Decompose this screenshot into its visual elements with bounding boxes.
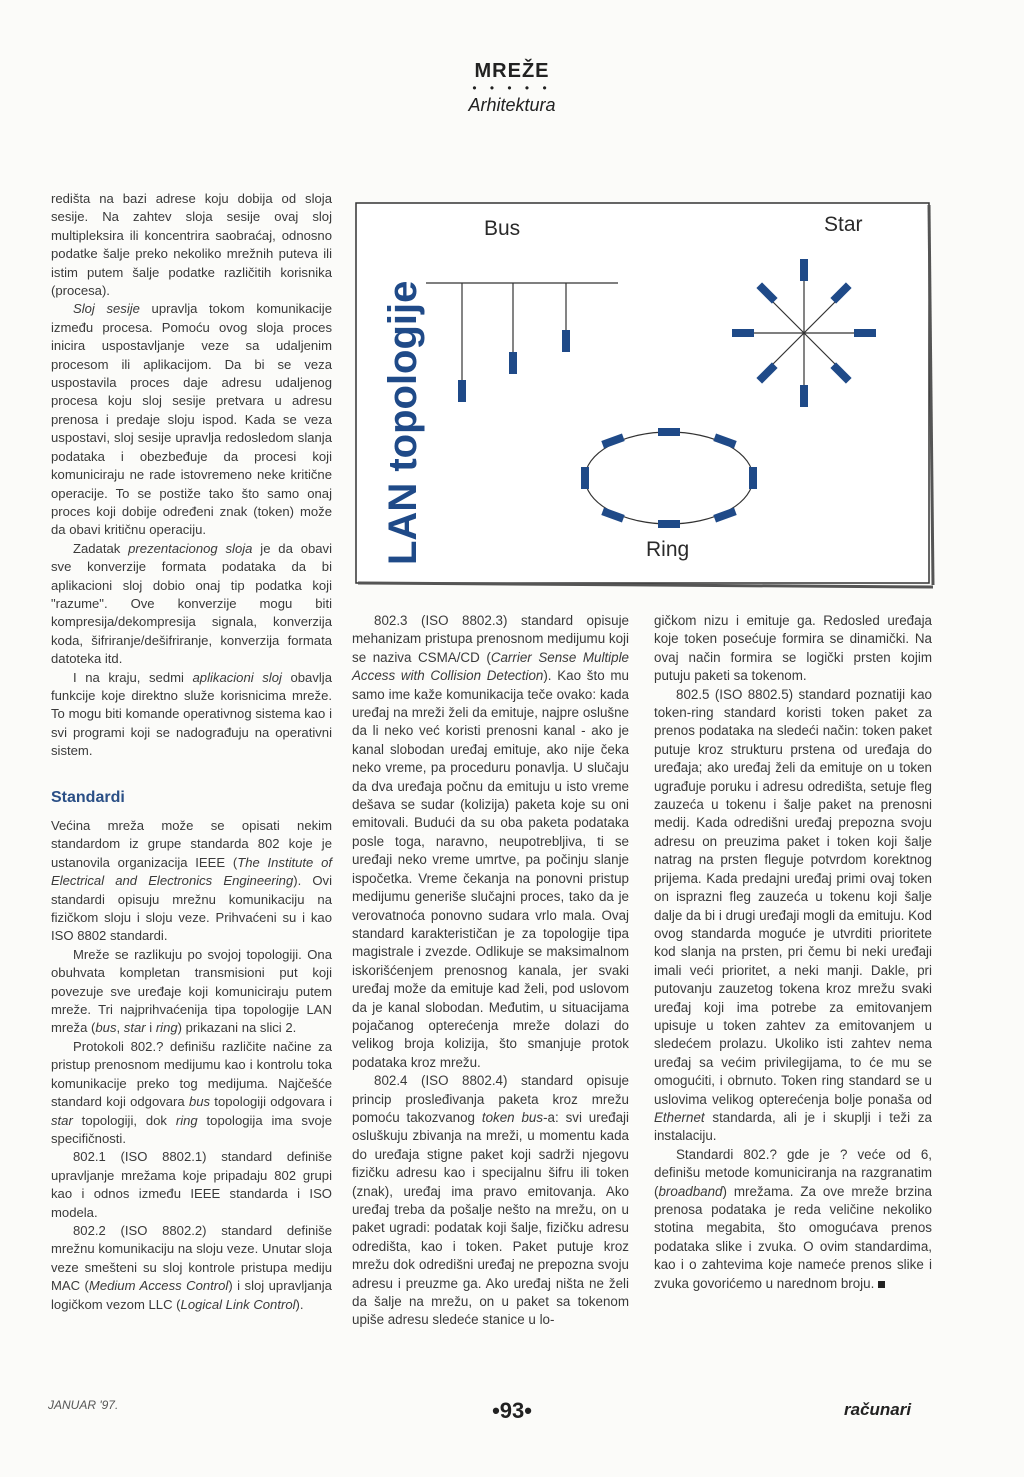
lan-topology-figure	[346, 193, 941, 594]
emphasis: star	[51, 1112, 73, 1128]
text: 802.2 (ISO 8802.2) standard definiše mrežnu komunikaciju na sloju veze. Unutar sloja veze smešteni su sloj kontrole pristupa mediju MAC (	[51, 1222, 332, 1294]
text-column-2	[352, 612, 629, 1330]
ring-label: Ring	[646, 538, 690, 561]
issue-date: JANUAR '97.	[48, 1398, 119, 1412]
text: ).	[295, 1296, 304, 1312]
star-node	[854, 329, 876, 337]
magazine-name: računari	[844, 1400, 912, 1419]
paragraph	[654, 686, 932, 1146]
emphasis: Ethernet	[654, 1109, 705, 1125]
text: Zadatak	[73, 540, 129, 556]
emphasis: Carrier Sense Multiple Access with Collision Detection	[352, 649, 630, 684]
emphasis: ring	[155, 1020, 178, 1036]
paragraph	[51, 1222, 332, 1314]
text: ) mrežama. Za ove mreže brzina prenosa podataka je reda veličine nekoliko stotina megabita, što omogućava prenos podataka slike i zvuka. O ovim standardima, kao i o zahtevima koje nameće prenos slike i zvuka govorićemo u narednom broju.	[654, 1183, 932, 1291]
vertical-title: LAN topologije	[381, 280, 425, 565]
paragraph	[654, 1146, 932, 1293]
star-label: Star	[824, 213, 863, 236]
text: ) i sloj upravljanja logičkom vezom LLC (	[51, 1278, 332, 1312]
section-title: MREŽE	[474, 60, 550, 82]
paragraph	[352, 1072, 629, 1330]
text: 802.3 (ISO 8802.3) standard opisuje mehanizam pristupa prenosnom medijumu koji se naziva CSMA/CD (	[352, 613, 629, 665]
ring-node	[658, 520, 680, 528]
text: Protokoli 802.? definišu različite načine za pristup prenosnom medijumu kao i kontrolu toka komunikacije preko tog medijuma. Najčešće standard koji odgovara	[51, 1038, 332, 1110]
text: -a: svi uređaji osluškuju zbivanja na mreži, u momentu kada do uređaja stigne paket koji sadrži njegovu fizičku adresu kao i specijalnu šifru ili token (znak), uređaj ima pravo emitovanja. Ako uređaj treba da pošalje nešto na mrežu, on u paket ugradi: podatak koji šalje, fizičku adresu odredišta, kao i token. Paket putuje kroz mrežu dok odredišni uređaj ne prepozna svoju adresu i preuzme ga. Ako uređaj ništa ne želi da šalje na mrežu, on u paket sa tokenom upiše adresu sledeće stanice u lo-	[352, 1109, 629, 1328]
text: I na kraju, sedmi	[73, 669, 193, 685]
emphasis: token bus	[481, 1109, 544, 1125]
paragraph	[51, 540, 332, 669]
text: 802.5 (ISO 8802.5) standard poznatiji kao token-ring standard koristi token paket za prenos podataka na sledeći način: token paket putuje kroz strukturu prstena od uređaja do uređaja; ako uređaj želi da emituje on u token ugrađuje poruku i adresu odredišta, setuje fleg zauzeća u tokenu i šalje paket na prenosni medij. Kada odredišni uređaj prepozna svoju adresu on preuzima paket i token koji šalje natrag na prsten fleguje potvrdom korektnog prijema. Kada predajni uređaj primi ovaj token on isprazni fleg zauzeća u tokenu koji šalje dalje da bi i drugi uređaji mogli da emituju. Kod ovog standarda moguće je utvrditi prioritete kod slanja na prsten, pri čemu bi neki uređaji imali veći prioritet, a neki manji. Dakle, pri putovanju zauzetog tokena kroz mrežu svaki uređaj koji ima potrebe za emitovanjem upisuje u token zahtev za emitovanjem u sledećem prolazu. Ukoliko isti zahtev nema uređaj sa većim privilegijama, to će mu se omogućiti, i obrnuto. Token ring standard se u uslovima velikog opterećenja bolje ponaša od	[654, 686, 932, 1107]
star-node	[732, 329, 754, 337]
text: Većina mreža može se opisati nekim standardom iz grupe standarda 802 koje je ustanovila organizacija IEEE (	[51, 818, 332, 870]
emphasis: prezentacionog sloja	[128, 540, 253, 556]
emphasis: The Institute of Electrical and Electronics Engineering	[51, 854, 332, 889]
ring-node	[581, 467, 589, 489]
text: topologiji, dok	[72, 1112, 176, 1128]
bus-node	[509, 352, 517, 374]
text: 802.4 (ISO 8802.4) standard opisuje princip prosleđivanja paketa kroz mrežu pomoću takozvanog	[352, 1073, 629, 1125]
text: Mreže se razlikuju po svojoj topologiji. Ona obuhvata kompletan transmisioni put koji povezuje sve uređaje koji komuniciraju putem mreže. Tri najprihvaćenija tipa topologije LAN mreža (	[51, 946, 332, 1036]
text-column-3	[654, 612, 932, 1293]
emphasis: Sloj sesije	[73, 301, 140, 317]
text: ). Ovi standardi opisuju mrežnu komunikaciju na fizičkom sloju i sloju veze. Prihvaćeni su i kao ISO 8802 standardi.	[51, 873, 332, 944]
emphasis: broadband	[658, 1183, 723, 1199]
topology-diagram	[346, 193, 941, 594]
section-subtitle: Arhitektura	[468, 95, 556, 115]
text: Standardi 802.? gde je ? veće od 6, definišu metode komuniciranja na razgranatim (	[654, 1146, 932, 1199]
emphasis: aplikacioni sloj	[192, 669, 282, 685]
text: topologiji odgovara i	[210, 1094, 332, 1110]
text: standarda, ali je i skuplji i teži za instalaciju.	[654, 1109, 932, 1144]
text: je da obavi sve konverzije formata podataka da bi aplikacioni sloj dobio onaj tip podatka koji "razume". Ove konverzije mogu biti kompresija/dekompresija signala, konverzija koda, šifriranje/dešifriranje, konverzija formata datoteka itd.	[51, 540, 332, 667]
emphasis: Logical Link Control	[180, 1296, 296, 1312]
paragraph	[51, 946, 332, 1038]
page-number: •93•	[492, 1398, 532, 1423]
bus-node	[458, 380, 466, 402]
star-node	[800, 385, 808, 407]
paragraph	[51, 817, 332, 946]
figure-frame	[356, 203, 929, 583]
paragraph	[51, 669, 332, 761]
paragraph: 802.1 (ISO 8802.1) standard definiše upravljanje mrežama koje pripadaju 802 grupi kao i odnos između IEEE standarda i ISO modela.	[51, 1149, 332, 1220]
star-node	[800, 259, 808, 281]
text: obavlja funkcije koje direktno služe korisnicima mreže. To mogu biti komande operativnog sistema kao i svi programi koji se nadograđuju na operativni sistem.	[51, 669, 332, 759]
text-column-1	[51, 190, 332, 1314]
text: upravlja tokom komunikacije između procesa. Pomoću ovog sloja proces inicira uspostavljanje veze sa udaljenim procesom ili aplikacijom. Da bi se veza uspostavila proces daje adresu udaljenog procesa koju sloj sesije pretvara u adresu prenosa i predaje sloju ispod. Kada se veza uspostavi, sloj sesije upravlja redosledom slanja podataka i obezbeđuje da procesi koji komuniciraju ne rade istovremeno neke kritične operacije. To se postiže tako što samo onaj proces koji dobije određeni znak (token) može da obavi kritičnu operaciju.	[51, 301, 332, 538]
text: ) prikazani na slici 2.	[177, 1020, 297, 1036]
text: i	[145, 1020, 156, 1036]
emphasis: bus	[188, 1094, 211, 1110]
bus-node	[562, 330, 570, 352]
paragraph	[352, 612, 629, 1072]
emphasis: ring	[175, 1112, 198, 1128]
text: topologija ima svoje specifičnosti.	[51, 1112, 332, 1146]
end-of-article-mark	[878, 1281, 885, 1288]
emphasis: bus	[95, 1020, 117, 1036]
paragraph: gičkom nizu i emituje ga. Redosled uređaja koje token posećuje formira se dinamički. Na ovaj način formira se logički prsten kojim putuju paketi sa tokenom.	[654, 613, 932, 684]
paragraph	[51, 300, 332, 539]
header-dots: • • • • •	[472, 81, 552, 95]
ring-node	[749, 467, 757, 489]
paragraph: redišta na bazi adrese koju dobija od sloja sesije. Na zahtev sloja sesije ovaj sloj multipleksira ili koncentrira saobraćaj, odnosno podatke šalje preko nekoliko mrežnih puteva ili istim putem šalje podatke različitih korisnika (procesa).	[51, 191, 332, 299]
text: ). Kao što mu samo ime kaže komunikacija teče ovako: kada uređaj na mreži želi da emituje, najpre oslušne da li neko već koristi prenosni kanal - ako je kanal slobodan uređaj emituje, ako nije čeka neko vreme, pa proceduru ponavlja. U slučaju da dva uređaja počnu da emituju u isto vreme dešava se sudar (kolizija) paketa koje su oni emitovali. Budući da su oba paketa podataka posle toga, naravno, neupotrebljiva, ti se uređaji neko vreme umrtve, pa počinju slanje ispočetka. Vreme čekanja na ponovni pristup medijumu generiše slučajni proces, tako da je verovatnoća ponovno sudara vrlo mala. Ovaj standard karakterističan je za topologije tipa magistrale i zvezde. Odlikuje se maksimalnom iskorišćenjem prenosnog kanala, jer svaki uređaj može da emituje kad želi, pod uslovom da je kanal slobodan. Međutim, u situacijama pojačanog opterećenja mreže dolazi do velikog broja kolizija, što smanjuje protok podataka kroz mrežu.	[352, 668, 629, 1070]
text: ,	[116, 1020, 124, 1036]
bus-label: Bus	[484, 217, 521, 240]
page-header	[0, 60, 1024, 116]
ring-node	[658, 428, 680, 436]
paragraph	[51, 1038, 332, 1148]
emphasis: Medium Access Control	[88, 1278, 229, 1294]
section-heading: Standardi	[51, 788, 125, 806]
emphasis: star	[123, 1020, 146, 1036]
